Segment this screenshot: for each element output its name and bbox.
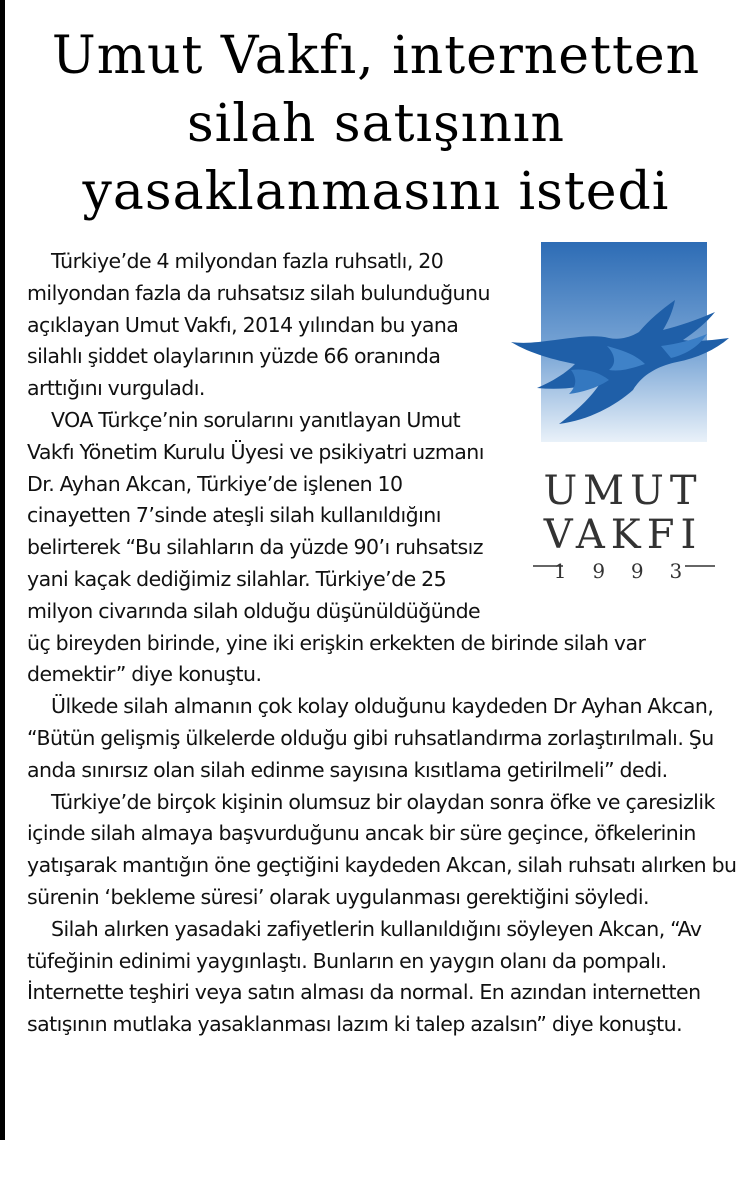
paragraph: Silah alırken yasadaki zafiyetlerin kullanıldığını söyleyen Akcan, “Av tüfeğinin edinimi yaygınlaştı. Bunların en yaygın olanı da pompalı. İnternette teşhiri veya satın alması da normal. En azından internetten satışının mutlaka yasaklanması lazım ki talep azalsın” diye konuştu. xyxy=(27,916,702,1037)
logo-graphic xyxy=(511,242,737,600)
logo-text-vakfi: VAKFI xyxy=(543,512,703,558)
headline: Umut Vakfı, internetten silah satışının yasaklanmasını istedi xyxy=(51,26,701,222)
logo-text-year: 1 9 9 3 xyxy=(553,559,693,583)
paragraph: Türkiye’de birçok kişinin olumsuz bir olaydan sonra öfke ve çaresizlik içinde silah almaya başvurduğunu ancak bir süre geçince, öfkelerinin yatışarak mantığın öne geçtiğini kaydeden Akcan, silah ruhsatı alırken bu sürenin ‘bekleme süresi’ olarak uygulanması gerektiğini söyledi. xyxy=(27,789,737,909)
article-body xyxy=(27,246,739,1041)
umut-vakfi-logo xyxy=(511,242,737,600)
left-margin-rule xyxy=(0,0,5,1140)
paragraph: Ülkede silah almanın çok kolay olduğunu kaydeden Dr Ayhan Akcan, “Bütün gelişmiş ülkelerde olduğu gibi ruhsatlandırma zorlaştırılmalı. Şu anda sınırsız olan silah edinme sayısına kısıtlama getirilmeli” dedi. xyxy=(27,694,714,782)
paragraph: VOA Türkçe’nin sorularını yanıtlayan Umut Vakfı Yönetim Kurulu Üyesi ve psikiyatri uzmanı Dr. Ayhan Akcan, Türkiye’de işlenen 10 cinayetten 7’sinde ateşli silah kullanıldığını belirterek “Bu silahların da yüzde 90’ı ruhsatsız yani kaçak dediğimiz silahlar. Türkiye’de 25 milyon civarında silah olduğu düşünüldüğünde üç bireyden birinde, yine iki erişkin erkekten de birinde silah var demektir” diye konuştu. xyxy=(27,407,646,687)
logo-text-umut: UMUT xyxy=(543,468,703,514)
paragraph: Türkiye’de 4 milyondan fazla ruhsatlı, 20 milyondan fazla da ruhsatsız silah bulunduğunu açıklayan Umut Vakfı, 2014 yılından bu yana silahlı şiddet olaylarının yüzde 66 oranında arttığını vurguladı. xyxy=(27,249,490,401)
